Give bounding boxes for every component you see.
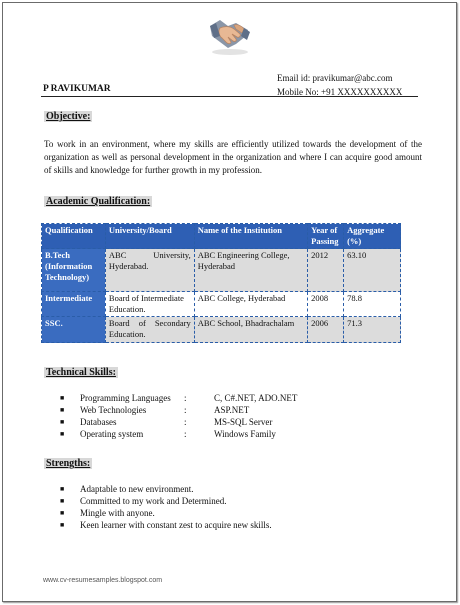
list-item bbox=[60, 392, 364, 404]
technical-skills-heading: Technical Skills: bbox=[46, 367, 116, 378]
skill-value: C, C#.NET, ADO.NET bbox=[214, 393, 298, 403]
table-cell: Board of Secondary Education. bbox=[105, 317, 194, 343]
header-cell: Qualification bbox=[42, 224, 106, 249]
mobile-text: Mobile No: +91 XXXXXXXXXX bbox=[277, 87, 403, 97]
table-cell: 71.3 bbox=[344, 317, 401, 343]
skill-colon: : bbox=[184, 393, 187, 403]
objective-heading: Objective: bbox=[46, 111, 91, 122]
table-cell: Board of Intermediate Education. bbox=[105, 292, 194, 317]
table-row bbox=[42, 249, 401, 292]
skill-value: MS-SQL Server bbox=[214, 417, 273, 427]
bullet-icon: ■ bbox=[60, 509, 65, 517]
table-cell: ABC College, Hyderabad bbox=[194, 292, 307, 317]
table-header-row bbox=[42, 224, 401, 249]
bullet-icon: ■ bbox=[60, 485, 65, 493]
strength-text: Committed to my work and Determined. bbox=[80, 496, 227, 506]
skill-label: Programming Languages bbox=[80, 393, 171, 403]
list-item bbox=[60, 428, 364, 440]
table-cell: 63.10 bbox=[344, 249, 401, 292]
academic-heading: Academic Qualification: bbox=[46, 196, 151, 207]
strength-text: Adaptable to new environment. bbox=[80, 484, 194, 494]
skill-label: Web Technologies bbox=[80, 405, 147, 415]
table-cell: 2012 bbox=[308, 249, 344, 292]
table-cell: SSC. bbox=[42, 317, 106, 343]
skill-label: Operating system bbox=[80, 429, 144, 439]
header-cell: University/Board bbox=[105, 224, 194, 249]
footer-url[interactable]: www.cv-resumesamples.blogspot.com bbox=[43, 577, 163, 584]
technical-skills-list bbox=[60, 392, 364, 440]
strengths-list bbox=[60, 483, 272, 531]
bullet-icon: ■ bbox=[60, 497, 65, 505]
table-cell: ABC University, Hyderabad. bbox=[105, 249, 194, 292]
strength-text: Keen learner with constant zest to acquire new skills. bbox=[80, 520, 272, 530]
list-item bbox=[60, 404, 364, 416]
table-cell: B.Tech (Information Technology) bbox=[42, 249, 106, 292]
header-divider bbox=[41, 96, 418, 97]
header-cell: Year of Passing bbox=[308, 224, 344, 249]
list-item bbox=[60, 507, 272, 519]
handshake-icon bbox=[206, 14, 254, 58]
skill-value: Windows Family bbox=[214, 429, 276, 439]
candidate-name: P RAVIKUMAR bbox=[43, 84, 111, 94]
objective-text: To work in an environment, where my skills are efficiently utilized towards the development of the organization as well as personal development in the organization and where I can acquire good amount of skills and knowledge for further growth in my profession. bbox=[44, 139, 422, 175]
skill-colon: : bbox=[184, 405, 187, 415]
bullet-icon: ■ bbox=[60, 406, 65, 414]
skill-value: ASP.NET bbox=[214, 405, 250, 415]
bullet-icon: ■ bbox=[60, 418, 65, 426]
skill-label: Databases bbox=[80, 417, 117, 427]
contact-block bbox=[277, 71, 402, 99]
table-cell: 2008 bbox=[308, 292, 344, 317]
strengths-heading: Strengths: bbox=[46, 458, 91, 469]
table-cell: 2006 bbox=[308, 317, 344, 343]
header-cell: Aggregate (%) bbox=[344, 224, 401, 249]
academic-table bbox=[41, 223, 401, 343]
header-cell: Name of the Institution bbox=[194, 224, 307, 249]
table-cell: 78.8 bbox=[344, 292, 401, 317]
skill-colon: : bbox=[184, 417, 187, 427]
email-text: Email id: pravikumar@abc.com bbox=[277, 73, 393, 83]
table-row bbox=[42, 317, 401, 343]
table-cell: ABC Engineering College, Hyderabad bbox=[194, 249, 307, 292]
list-item bbox=[60, 495, 272, 507]
list-item bbox=[60, 416, 364, 428]
bullet-icon: ■ bbox=[60, 394, 65, 402]
skill-colon: : bbox=[184, 429, 187, 439]
table-cell: ABC School, Bhadrachalam bbox=[194, 317, 307, 343]
bullet-icon: ■ bbox=[60, 430, 65, 438]
table-row bbox=[42, 292, 401, 317]
list-item bbox=[60, 519, 272, 531]
strength-text: Mingle with anyone. bbox=[80, 508, 155, 518]
table-cell: Intermediate bbox=[42, 292, 106, 317]
list-item bbox=[60, 483, 272, 495]
bullet-icon: ■ bbox=[60, 521, 65, 529]
